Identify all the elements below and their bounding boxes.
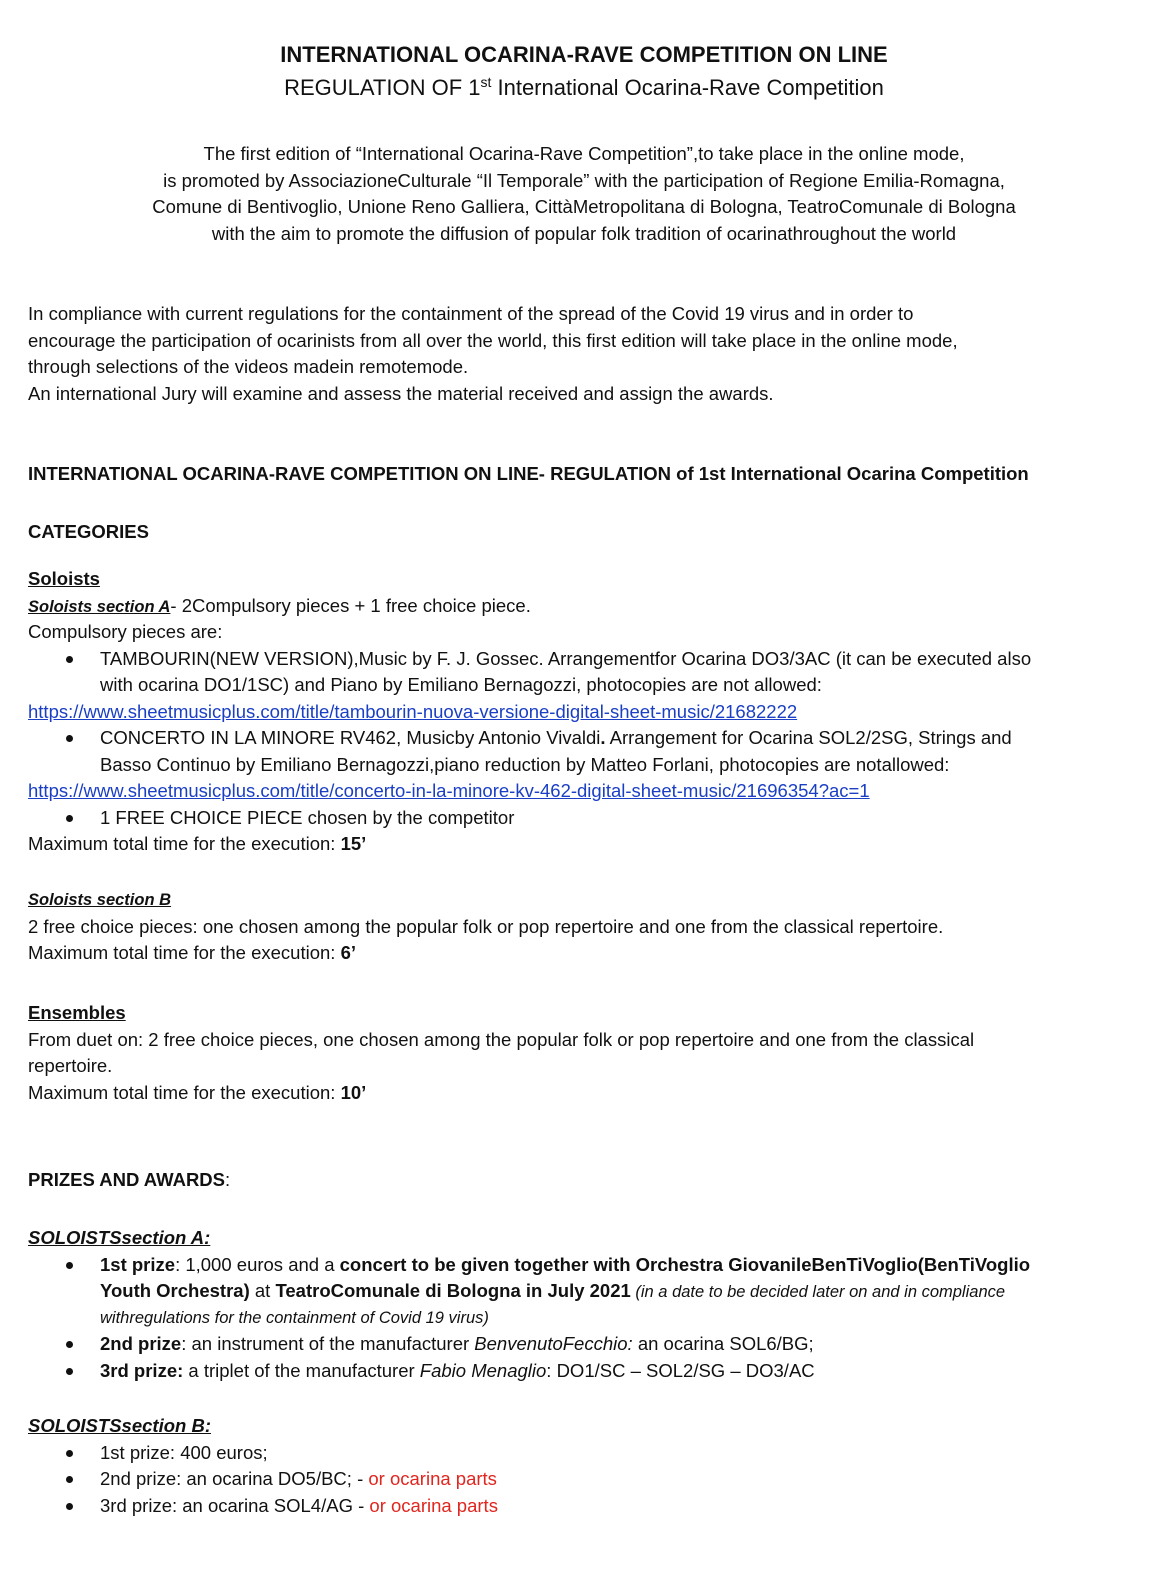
first-prize-line2 [100, 1278, 1148, 1305]
ensembles-heading: Ensembles [28, 1002, 126, 1023]
list-item [28, 1493, 1148, 1520]
intro-line: Comune di Bentivoglio, Unione Reno Galliera, CittàMetropolitana di Bologna, TeatroComunale di Bologna [152, 196, 1016, 218]
prize-text: 2nd prize: an ocarina DO5/BC; - [100, 1468, 369, 1489]
soloists-section-a [28, 566, 1148, 858]
prize-text: : an instrument of the manufacturer [181, 1333, 475, 1354]
soloists-section-b [28, 887, 1148, 967]
prize-italic: (in a date to be decided later on and in compliance [630, 1283, 1006, 1301]
first-prize-line3: withregulations for the containment of Covid 19 virus) [100, 1308, 489, 1327]
intro-line: with the aim to promote the diffusion of popular folk tradition of ocarinathroughout the world [211, 222, 957, 244]
second-prize [100, 1331, 1148, 1358]
section-b-max-time [28, 940, 1148, 967]
prize-bold: TeatroComunale di Bologna in July 2021 [275, 1280, 631, 1301]
item2-dot: . [600, 727, 606, 748]
item1-line2: with ocarina DO1/1SC) and Piano by Emiliano Bernagozzi, photocopies are not allowed: [100, 674, 822, 695]
prize-label: 1st prize [100, 1253, 176, 1275]
prize-text: 3rd prize: an ocarina SOL4/AG - [100, 1494, 370, 1516]
prize-bold: concert to be given together with Orchestra GiovanileBenTiVoglio(BenTiVoglio [339, 1253, 1031, 1275]
prize-italic: BenvenutoFecchio: [474, 1333, 633, 1354]
regulation-heading: INTERNATIONAL OCARINA-RAVE COMPETITION ON LINE- REGULATION of 1st International Ocarina Competition [28, 463, 1029, 484]
prize-red-note: or ocarina parts [369, 1494, 498, 1516]
prize-text: at [249, 1280, 276, 1301]
ensembles-section [28, 1000, 1148, 1106]
max-time-label: Maximum total time for the execution: [28, 1081, 341, 1103]
compliance-line: In compliance with current regulations for the containment of the spread of the Covid 19 virus and in order to [28, 303, 914, 324]
max-time-label: Maximum total time for the execution: [28, 833, 341, 854]
third-prize-b [100, 1493, 1148, 1520]
label-bold: SOLOISTS [28, 1415, 122, 1436]
list-item [28, 1440, 1148, 1467]
prizes-section-b-label [28, 1413, 1148, 1440]
prizes-heading-colon: : [225, 1169, 231, 1190]
prize-label: 2nd prize [100, 1333, 182, 1354]
concerto-link[interactable]: https://www.sheetmusicplus.com/title/concerto-in-la-minore-kv-462-digital-sheet-music/21696354?ac=1 [28, 780, 870, 801]
prize-text: an ocarina SOL6/BG; [632, 1333, 814, 1354]
categories-heading: CATEGORIES [28, 521, 149, 542]
prizes-section-a [28, 1225, 1148, 1384]
prize-bold: Youth Orchestra) [100, 1280, 250, 1301]
ensembles-max-time [28, 1080, 1148, 1107]
list-item [28, 805, 1148, 832]
first-prize-b: 1st prize: 400 euros; [100, 1441, 268, 1463]
max-time-label: Maximum total time for the execution: [28, 942, 341, 963]
list-item [28, 725, 1148, 805]
subtitle-superscript: st [480, 74, 492, 90]
section-a-desc: - 2Compulsory pieces + 1 free choice piece. [170, 594, 531, 616]
compulsory-intro: Compulsory pieces are: [28, 621, 223, 642]
compulsory-list [28, 646, 1148, 832]
item1-line1: TAMBOURIN(NEW VERSION),Music by F. J. Gossec. Arrangementfor Ocarina DO3/3AC (it can be executed also [100, 647, 1032, 669]
prizes-section-a-label [28, 1225, 1148, 1252]
prizes-heading-text: PRIZES AND AWARDS [28, 1169, 226, 1190]
label-rest: section B: [121, 1415, 211, 1436]
section-b-label: Soloists section B [28, 891, 172, 909]
list-item [28, 1331, 1148, 1358]
document-title: INTERNATIONAL OCARINA-RAVE COMPETITION ON LINE [280, 42, 888, 67]
section-a-max-time [28, 831, 1148, 858]
prize-text: : DO1/SC – SOL2/SG – DO3/AC [546, 1359, 815, 1381]
second-prize-b [100, 1466, 1148, 1493]
prizes-a-list [28, 1252, 1148, 1385]
section-a-label: Soloists section A [28, 597, 171, 616]
intro-line: The first edition of “International Ocarina-Rave Competition”,to take place in the online mode, [203, 143, 965, 164]
subtitle-text: REGULATION OF 1 [284, 75, 481, 100]
label-bold: SOLOISTS [28, 1227, 122, 1248]
item2-line1 [100, 725, 1148, 752]
label-rest: section A: [121, 1227, 211, 1248]
list-item [28, 1466, 1148, 1493]
ensembles-line1: From duet on: 2 free choice pieces, one chosen among the popular folk or pop repertoire and one from the classical [28, 1028, 975, 1050]
intro-paragraph [0, 141, 1168, 247]
item3-text: 1 FREE CHOICE PIECE chosen by the competitor [100, 806, 515, 828]
list-item [28, 1252, 1148, 1332]
max-time-value: 10’ [340, 1081, 367, 1103]
prizes-b-list [28, 1440, 1148, 1520]
compliance-line: encourage the participation of ocarinists from all over the world, this first edition will take place in the online mode, [28, 329, 958, 351]
item2-text-rest: Arrangement for Ocarina SOL2/2SG, Strings and [605, 727, 1012, 748]
section-a-description [28, 593, 1148, 620]
third-prize [100, 1358, 1148, 1385]
prize-red-note: or ocarina parts [368, 1468, 497, 1489]
ensembles-line2: repertoire. [28, 1055, 113, 1076]
item2-line2: Basso Continuo by Emiliano Bernagozzi,piano reduction by Matteo Forlani, photocopies are notallowed: [100, 753, 950, 775]
prize-italic: Fabio Menaglio [419, 1359, 547, 1381]
soloists-heading: Soloists [28, 568, 100, 589]
compliance-line: through selections of the videos madein remotemode. [28, 356, 469, 377]
prizes-heading [28, 1167, 1148, 1194]
prize-label: 3rd prize: [100, 1359, 184, 1381]
max-time-value: 6’ [340, 942, 357, 963]
list-item [28, 646, 1148, 726]
item2-text: CONCERTO IN LA MINORE RV462, Musicby Antonio Vivaldi [100, 727, 601, 748]
first-prize-line1 [100, 1252, 1148, 1279]
subtitle-text-rest: International Ocarina-Rave Competition [491, 75, 884, 100]
prize-text: : 1,000 euros and a [175, 1253, 340, 1275]
compliance-line: An international Jury will examine and assess the material received and assign the awards. [28, 382, 774, 404]
section-b-description: 2 free choice pieces: one chosen among the popular folk or pop repertoire and one from the classical repertoire. [28, 915, 944, 937]
tambourin-link[interactable]: https://www.sheetmusicplus.com/title/tambourin-nuova-versione-digital-sheet-music/21682222 [28, 700, 798, 722]
max-time-value: 15’ [340, 833, 367, 854]
prize-text: a triplet of the manufacturer [183, 1359, 420, 1381]
prizes-section-b [28, 1413, 1148, 1519]
intro-line: is promoted by AssociazioneCulturale “Il Temporale” with the participation of Regione Emilia-Romagna, [163, 169, 1005, 191]
compliance-paragraph [28, 301, 1148, 407]
list-item [28, 1358, 1148, 1385]
document-subtitle [0, 73, 1168, 103]
